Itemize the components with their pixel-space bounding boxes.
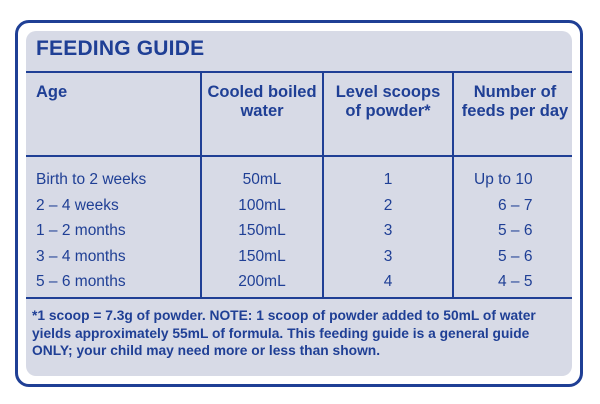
table-row (26, 269, 572, 295)
water-cell: 150mL (238, 247, 286, 265)
age-cell: 2 – 4 weeks (36, 196, 119, 214)
feeds-cell: 6 – 7 (498, 196, 533, 214)
age-cell: 5 – 6 months (36, 273, 126, 290)
age-cell: 3 – 4 months (36, 247, 126, 265)
water-cell: 100mL (238, 196, 286, 214)
header-water: Cooled boiled water (207, 83, 317, 120)
table-row (26, 218, 572, 244)
table-row (26, 244, 572, 270)
age-cell: 1 – 2 months (36, 222, 126, 239)
age-cell: Birth to 2 weeks (36, 171, 147, 188)
feeds-cell: 5 – 6 (498, 222, 533, 239)
feeding-guide-card (15, 20, 583, 387)
feeds-cell: 4 – 5 (498, 273, 533, 290)
feeds-cell: 5 – 6 (498, 247, 533, 265)
header-feeds: Number of feeds per day (461, 83, 569, 120)
water-cell: 150mL (238, 222, 286, 239)
feeds-cell: Up to 10 (474, 171, 533, 188)
table-bottom-rule (26, 297, 572, 299)
footnote: *1 scoop = 7.3g of powder. NOTE: 1 scoop of powder added to 50mL of water yields approximately 55mL of formula. This feeding guide is a general guide ONLY; your child may need more or less than shown. (32, 308, 536, 358)
header-age: Age (36, 83, 68, 101)
water-cell: 50mL (242, 171, 282, 188)
guide-title: FEEDING GUIDE (36, 37, 205, 60)
table-row (26, 167, 572, 193)
header-scoops: Level scoops of powder* (335, 83, 441, 120)
header-rule (26, 155, 572, 157)
scoops-cell: 3 (383, 222, 393, 239)
scoops-cell: 3 (383, 247, 393, 265)
scoops-cell: 2 (383, 196, 393, 214)
table-row (26, 193, 572, 219)
scoops-cell: 1 (383, 171, 393, 188)
water-cell: 200mL (238, 273, 286, 290)
feeding-guide-panel (26, 31, 572, 376)
table-body (26, 167, 572, 295)
scoops-cell: 4 (383, 273, 393, 290)
feeding-table (26, 71, 572, 299)
